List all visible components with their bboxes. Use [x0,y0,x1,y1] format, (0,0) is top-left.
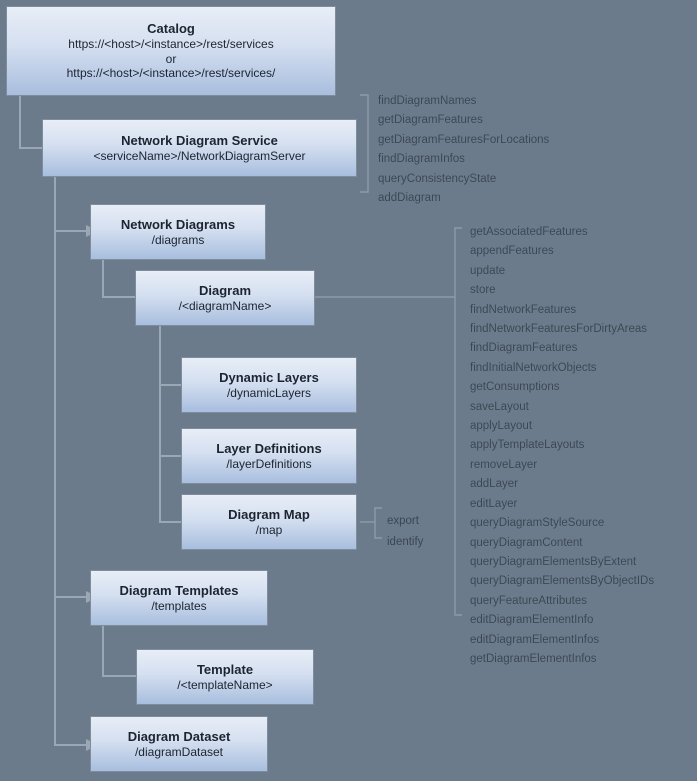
diagram-operation[interactable]: findNetworkFeatures [470,303,577,316]
diagram-dataset-path: /diagramDataset [134,744,224,759]
diagram-templates-node[interactable] [90,570,268,626]
service-operation[interactable]: getDiagramFeatures [378,114,483,127]
layer-definitions-node[interactable] [181,428,357,484]
layer-definitions-path: /layerDefinitions [226,456,312,471]
diagram-operation[interactable]: queryDiagramContent [470,536,583,549]
template-path: /<templateName> [177,677,273,692]
diagram-operation[interactable]: applyTemplateLayouts [470,439,585,452]
diagram-map-node[interactable] [181,494,357,550]
service-operation[interactable]: getDiagramFeaturesForLocations [378,133,550,146]
dynamic-layers-node[interactable] [181,357,357,413]
diagram-operation[interactable]: getAssociatedFeatures [470,226,588,238]
diagram-dataset-node[interactable] [90,716,268,772]
map-operations-list [387,511,423,553]
diagram-templates-path: /templates [151,598,207,613]
template-title: Template [196,661,254,677]
diagram-operation[interactable]: queryDiagramStyleSource [470,517,605,530]
dynamic-layers-title: Dynamic Layers [219,369,319,385]
diagram-operation[interactable]: editDiagramElementInfo [470,614,594,627]
diagram-operation[interactable]: queryDiagramElementsByObjectIDs [470,575,655,588]
map-operation[interactable]: export [387,515,419,527]
dynamic-layers-path: /dynamicLayers [226,385,312,400]
diagram-operation[interactable]: editLayer [470,497,518,510]
diagram-operation[interactable]: getDiagramElementInfos [470,652,597,665]
service-operations-list [378,92,549,208]
diagram-operation[interactable]: addLayer [470,478,518,491]
network-diagram-service-title: Network Diagram Service [121,132,278,148]
diagram-operation[interactable]: store [470,284,496,297]
diagram-operation[interactable]: findNetworkFeaturesForDirtyAreas [470,323,648,336]
diagram-operation[interactable]: findDiagramFeatures [470,342,578,355]
diagram-operation[interactable]: removeLayer [470,458,538,471]
catalog-node[interactable] [6,6,336,96]
diagram-operations-list [470,223,654,669]
diagram-operation[interactable]: queryFeatureAttributes [470,594,587,607]
catalog-node-url-1: https://<host>/<instance>/rest/services [68,37,274,51]
service-operation[interactable]: findDiagramNames [378,95,477,107]
network-diagrams-title: Network Diagrams [120,216,236,232]
network-diagram-service-node[interactable] [42,119,357,177]
diagram-operation[interactable]: getConsumptions [470,381,560,394]
diagram-operation[interactable]: applyLayout [470,420,533,433]
network-diagrams-node[interactable] [90,204,266,260]
service-operation[interactable]: queryConsistencyState [378,172,497,185]
map-operation[interactable]: identify [387,536,424,548]
diagram-node-path: /<diagramName> [178,298,272,313]
diagram-operation[interactable]: appendFeatures [470,245,554,258]
network-diagrams-path: /diagrams [151,232,205,247]
service-operation[interactable]: addDiagram [378,192,441,205]
catalog-node-title: Catalog [147,21,195,36]
diagram-map-title: Diagram Map [228,506,310,522]
diagram-node-title: Diagram [198,282,252,298]
layer-definitions-title: Layer Definitions [216,440,322,456]
diagram-templates-title: Diagram Templates [119,582,239,598]
network-diagram-service-path: <serviceName>/NetworkDiagramServer [93,148,306,163]
diagram-map-path: /map [255,522,283,537]
diagram-dataset-title: Diagram Dataset [127,728,231,744]
service-operation[interactable]: findDiagramInfos [378,153,465,166]
diagram-operation[interactable]: findInitialNetworkObjects [470,361,597,374]
template-node[interactable] [136,649,314,705]
diagram-node[interactable] [135,270,315,326]
diagram-operation[interactable]: saveLayout [470,400,529,413]
catalog-node-url-2: https://<host>/<instance>/rest/services/ [66,66,276,80]
diagram-operation[interactable]: queryDiagramElementsByExtent [470,555,637,568]
diagram-operation[interactable]: update [470,264,506,277]
diagram-operation[interactable]: editDiagramElementInfos [470,633,600,646]
catalog-node-or: or [165,52,177,66]
